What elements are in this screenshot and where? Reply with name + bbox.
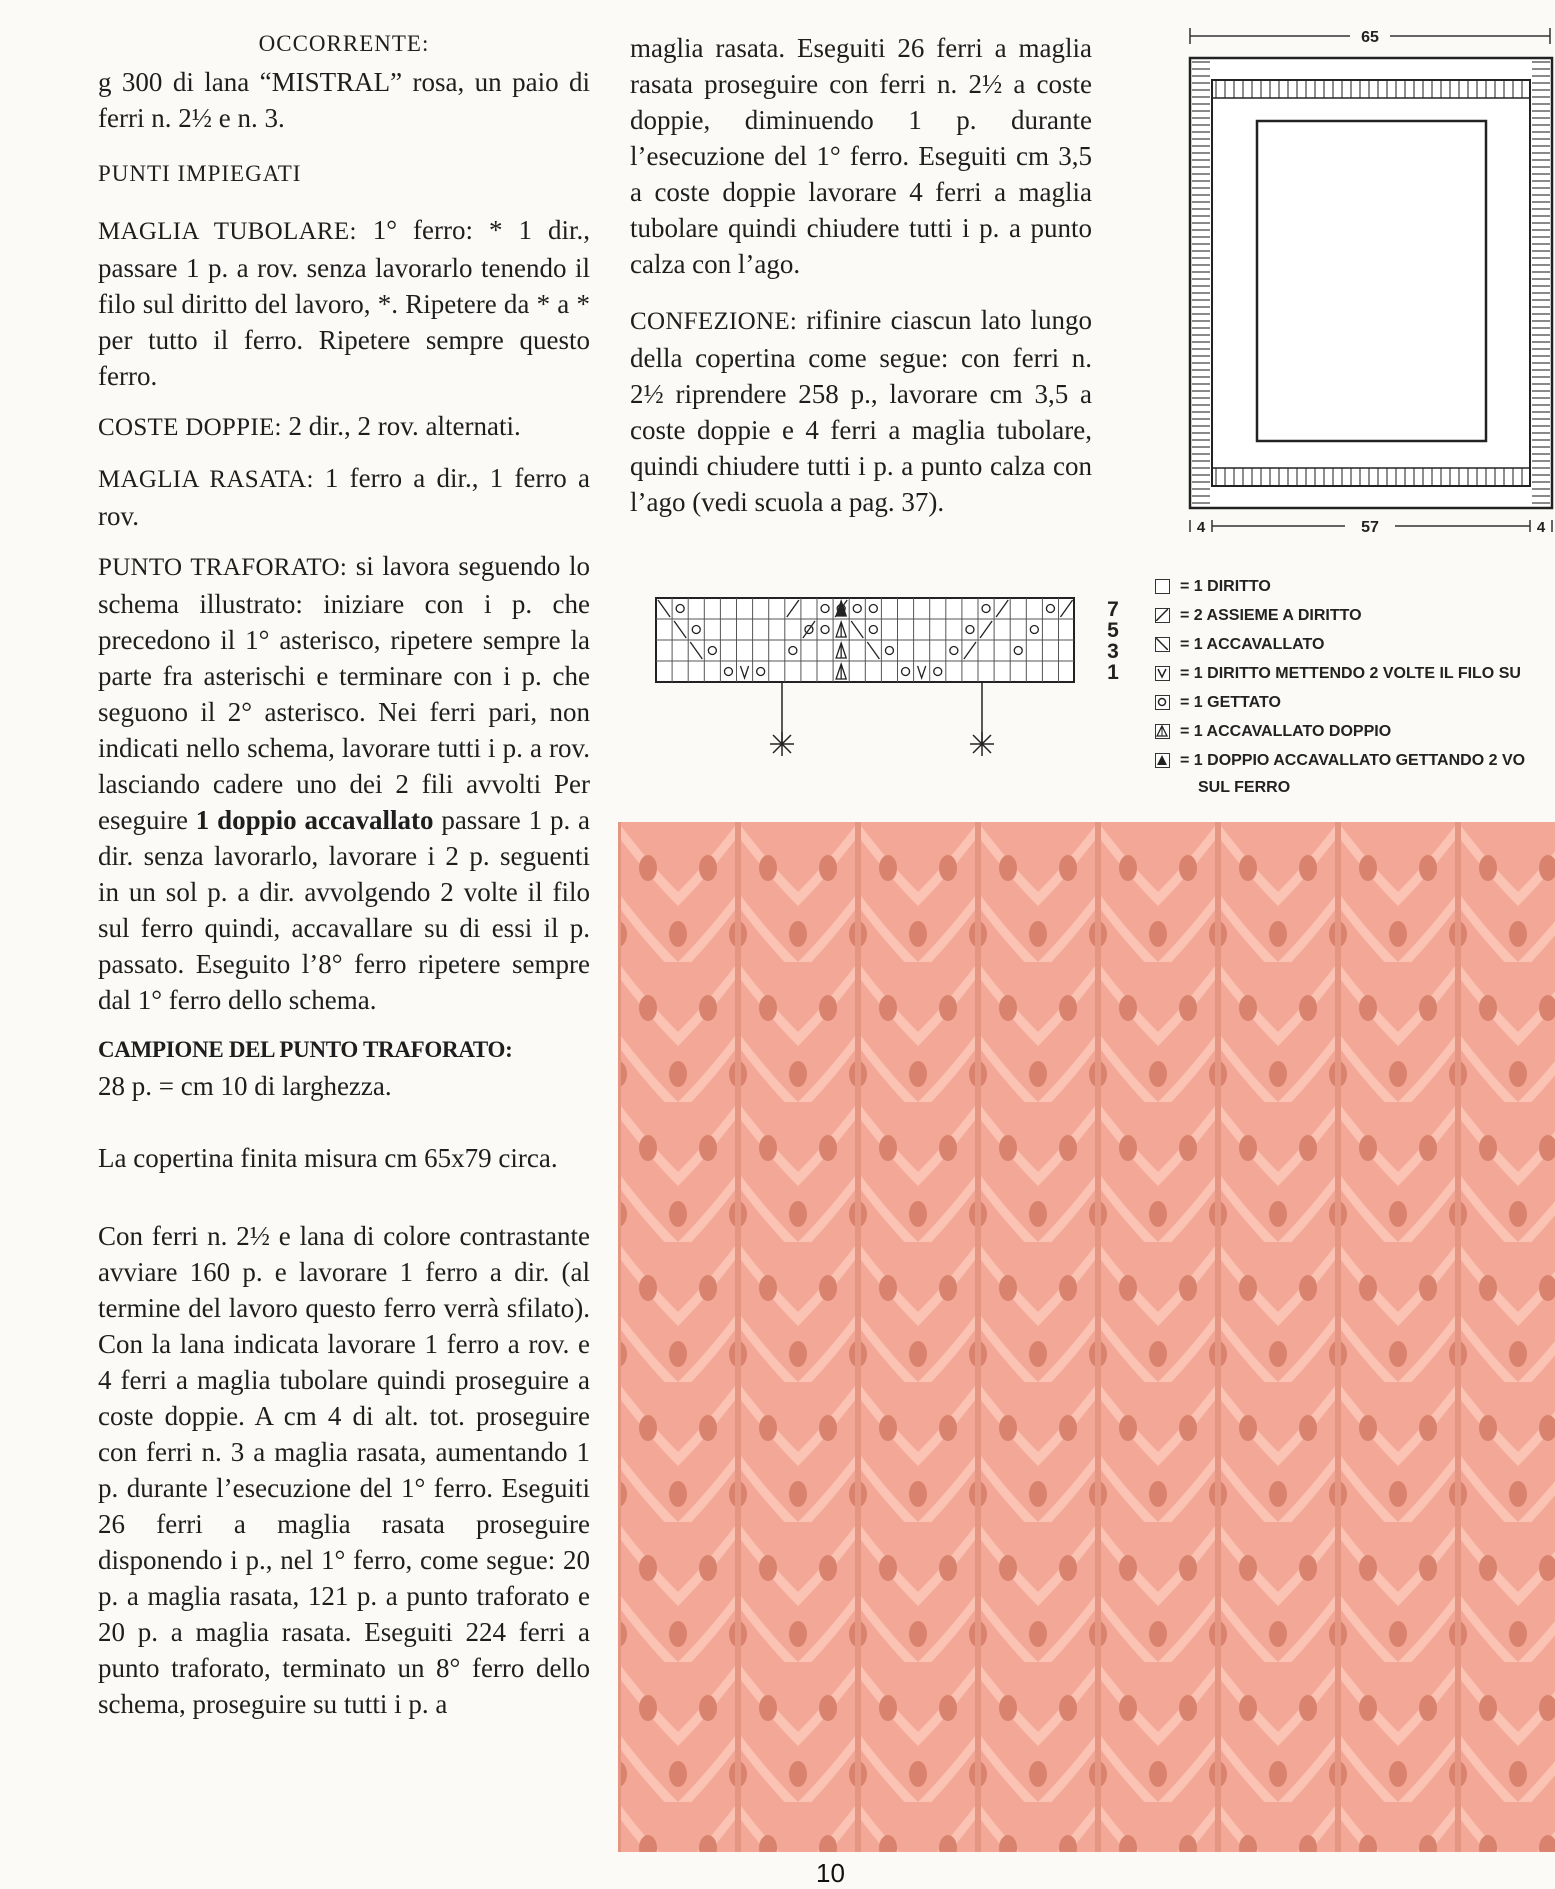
traforato-label: PUNTO TRAFORATO:	[98, 554, 348, 581]
misura-text: La copertina finita misura cm 65x79 circa.	[98, 1143, 558, 1173]
row-number: 5	[1107, 619, 1119, 642]
campione-text: 28 p. = cm 10 di larghezza.	[98, 1071, 392, 1101]
symbol-legend	[1155, 572, 1555, 801]
legend-text: = 1 ACCAVALLATO DOPPIO	[1180, 722, 1392, 740]
tubolare-paragraph	[98, 212, 590, 394]
asterisk-marks	[770, 732, 994, 756]
rasata-paragraph	[98, 460, 590, 534]
knit-sample-photo	[618, 822, 1555, 1852]
bottom-measure: 57	[1361, 519, 1379, 536]
coste-paragraph	[98, 408, 590, 446]
stitch-chart	[650, 592, 1130, 772]
continuation-text: maglia rasata. Eseguiti 26 ferri a maglia rasata proseguire con ferri n. 2½ a coste doppie, diminuendo 1 p. durante l’esecuzione del 1° ferro. Eseguiti cm 3,5 a coste doppie lavorare 4 ferri a maglia tubolare quindi chiudere tutti i p. a punto calza con l’ago.	[630, 33, 1092, 279]
legend-circle-icon	[1155, 695, 1170, 710]
rasata-text: 1 ferro a dir., 1 ferro a rov.	[98, 463, 590, 531]
row-number: 7	[1107, 598, 1119, 621]
tubolare-label: MAGLIA TUBOLARE:	[98, 218, 357, 245]
row-number: 3	[1107, 640, 1119, 663]
blanket-diagram	[1180, 18, 1555, 538]
legend-item	[1155, 746, 1555, 775]
punti-title: PUNTI IMPIEGATI	[98, 161, 302, 186]
side-left-measure: 4	[1196, 519, 1206, 536]
legend-item	[1155, 630, 1555, 659]
legend-text: = 1 DOPPIO ACCAVALLATO GETTANDO 2 VO	[1180, 751, 1526, 769]
legend-item	[1155, 688, 1555, 717]
legend-text: = 1 DIRITTO METTENDO 2 VOLTE IL FILO SU	[1180, 664, 1521, 682]
legend-empty-icon	[1155, 579, 1170, 594]
legend-item	[1155, 717, 1555, 746]
confezione-label: CONFEZIONE:	[630, 308, 798, 335]
legend-slash-icon	[1155, 608, 1170, 623]
top-measure: 65	[1361, 29, 1379, 46]
legend-text: = 2 ASSIEME A DIRITTO	[1180, 606, 1362, 624]
legend-tri-outline-icon	[1155, 724, 1170, 739]
page-number: 10	[816, 1858, 845, 1888]
legend-item	[1155, 601, 1555, 630]
legend-text: = 1 ACCAVALLATO	[1180, 635, 1325, 653]
main-instructions: Con ferri n. 2½ e lana di colore contrastante avviare 160 p. e lavorare 1 ferro a dir. (al termine del lavoro questo ferro verrà sfilato). Con la lana indicata lavorare 1 ferro a rov. e 4 ferri a maglia tubolare quindi proseguire a coste doppie. A cm 4 di alt. tot. proseguire con ferri n. 3 a maglia rasata, aumentando 1 p. durante l’esecuzione del 1° ferro. Eseguiti 26 ferri a maglia rasata proseguire disponendo i p., nel 1° ferro, come segue: 20 p. a maglia rasata, 121 p. a punto traforato e 20 p. a maglia rasata. Eseguiti 224 ferri a punto traforato, terminato un 8° ferro dello schema, proseguire su tutti i p. a	[98, 1221, 590, 1719]
legend-backslash-icon	[1155, 637, 1170, 652]
legend-item	[1155, 659, 1555, 688]
side-right-measure: 4	[1536, 519, 1546, 536]
occorrente-text: g 300 di lana “MISTRAL” rosa, un paio di ferri n. 2½ e n. 3.	[98, 67, 590, 133]
traforato-text-2: passare 1 p. a dir. senza lavorarlo, lavorare i 2 p. seguenti in un sol p. a dir. avvolgendo 2 volte il filo sul ferro quindi, accavallare su di essi il p. passato. Eseguito l’8° ferro ripetere sempre dal 1° ferro dello schema.	[98, 805, 591, 1015]
legend-item	[1155, 572, 1555, 601]
middle-column	[630, 30, 1092, 534]
confezione-paragraph	[630, 302, 1092, 520]
campione-title: CAMPIONE DEL PUNTO TRAFORATO:	[98, 1037, 513, 1062]
legend-tri-filled-icon	[1155, 753, 1170, 768]
traforato-paragraph	[98, 548, 590, 1018]
legend-continuation: SUL FERRO	[1198, 779, 1291, 796]
tubolare-text: 1° ferro: * 1 dir., passare 1 p. a rov. senza lavorarlo tenendo il filo sul diritto del lavoro, *. Ripetere da * a * per tutto il ferro. Ripetere sempre questo ferro.	[98, 215, 590, 391]
traforato-bold: 1 doppio accavallato	[195, 805, 434, 835]
legend-v-icon	[1155, 666, 1170, 681]
coste-text: 2 dir., 2 rov. alternati.	[281, 411, 521, 441]
confezione-text: rifinire ciascun lato lungo della copertina come segue: con ferri n. 2½ riprendere 258 p., lavorare cm 3,5 a coste doppie e 4 ferri a maglia tubolare, quindi chiudere tutti i p. a punto calza con l’ago (vedi scuola a pag. 37).	[630, 305, 1092, 517]
traforato-text: si lavora seguendo lo schema illustrato: iniziare con i p. che precedono il 1° asterisco, ripetere sempre la parte fra asterischi e terminare con i p. che seguono il 2° asterisco. Nei ferri pari, non indicati nello schema, lavorare tutti i p. a rov. lasciando cadere uno dei 2 fili avvolti Per eseguire	[98, 551, 590, 835]
legend-text: = 1 DIRITTO	[1180, 577, 1271, 595]
coste-label: COSTE DOPPIE:	[98, 414, 282, 441]
occorrente-title: OCCORRENTE:	[258, 31, 430, 56]
legend-text: = 1 GETTATO	[1180, 693, 1281, 711]
left-column	[98, 26, 590, 1736]
rasata-label: MAGLIA RASATA:	[98, 466, 314, 493]
row-number: 1	[1107, 661, 1119, 684]
